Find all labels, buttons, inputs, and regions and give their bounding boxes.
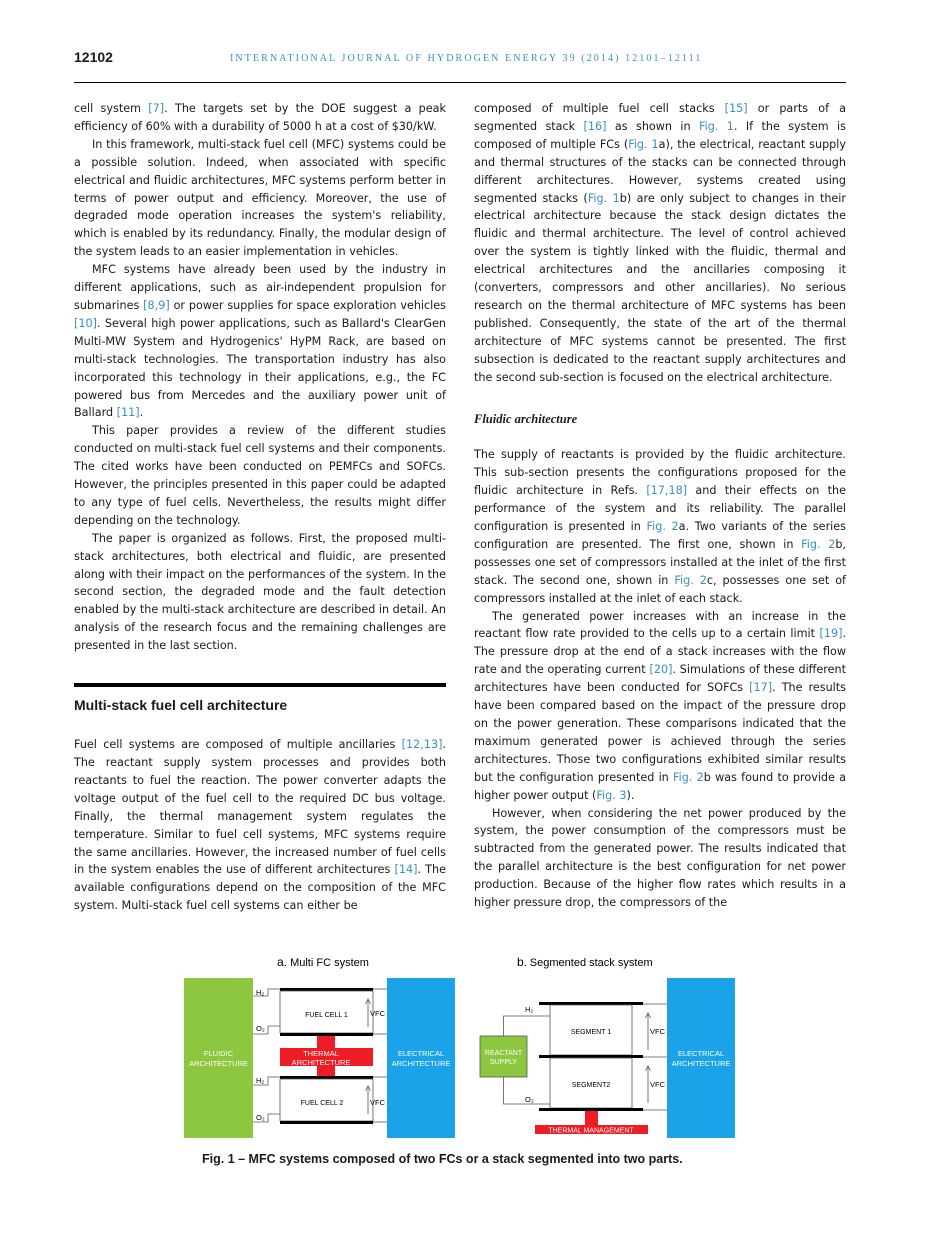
electrode-plate <box>539 1002 643 1005</box>
segment-2-label: SEGMENT2 <box>571 1082 611 1089</box>
citation-link[interactable]: [17,18] <box>646 484 688 498</box>
vfc-label: VFC <box>650 1080 665 1089</box>
figure-b-title: b. Segmented stack system <box>517 955 653 969</box>
citation-link[interactable]: Fig. 2 <box>646 520 679 534</box>
citation-link[interactable]: [15] <box>724 102 748 115</box>
text-run: or parts of a segmented stack <box>474 102 846 133</box>
electrode-plate <box>539 1055 643 1058</box>
o2-label: O₂ <box>525 1095 534 1104</box>
thermal-label: ARCHITECTURE <box>291 1058 351 1067</box>
citation-link[interactable]: [14] <box>394 863 418 877</box>
text-run: MFC systems have already been used by the industry in different applications, such as air-independent propulsion for submarines <box>74 263 446 312</box>
electrode-plate <box>280 988 373 991</box>
citation-link[interactable]: [17] <box>749 681 773 695</box>
reactant-label: REACTANT <box>484 1050 523 1057</box>
citation-link[interactable]: [8,9] <box>143 298 170 312</box>
citation-link[interactable]: Fig. 1 <box>698 119 734 133</box>
citation-link[interactable]: [16] <box>583 119 607 133</box>
text-run: b, possesses one set of compressors installed at the inlet of the first stack. The second one, shown in <box>474 537 846 587</box>
text-run: . <box>139 406 144 420</box>
electrical-architecture-box <box>667 978 735 1138</box>
o2-label: O₂ <box>256 1113 265 1122</box>
reactant-label: SUPPLY <box>489 1059 518 1066</box>
page-header <box>74 46 846 83</box>
citation-link[interactable]: Fig. 2 <box>801 537 836 551</box>
page-number: 12102 <box>74 49 113 65</box>
thermal-link <box>585 1111 598 1125</box>
paragraph: This paper provides a review of the different studies conducted on multi-stack fuel cell systems and their components. The cited works have been conducted on PEMFCs and SOFCs. However, the principles presented in this paper could be adapted to any type of fuel cells. Nevertheless, the results might differ depending on the technology. <box>74 424 446 527</box>
citation-link[interactable]: [11] <box>116 406 140 420</box>
text-run: The supply of reactants is provided by the fluidic architecture. This sub-section presents the configurations proposed for the fluidic architecture in Refs. <box>474 448 846 498</box>
text-run: . Simulations of these different architectures have been conducted for SOFCs <box>474 663 846 695</box>
paragraph <box>474 608 846 805</box>
o2-label: O₂ <box>256 1024 265 1033</box>
text-run: cell system <box>74 102 149 115</box>
paragraph <box>474 446 846 607</box>
citation-link[interactable]: Fig. 2 <box>674 573 707 587</box>
electrical-label: ELECTRICAL <box>677 1049 725 1058</box>
text-run: . The results have been compared based on the impact of the pressure drop on the power generation. These comparisons indicated that the maximum generated power is achieved through the series architectures. Those two configurations exhibited similar results but the configuration presented in <box>474 681 846 784</box>
figure-caption: Fig. 1 – MFC systems composed of two FCs or a stack segmented into two parts. <box>202 1152 683 1166</box>
text-run: b) are only subject to changes in their electrical architecture because the stack design dictates the fluidic and thermal architecture. The level of control achieved over the system is tightly linked with the fluidic, thermal and electrical architectures and the ancillaries composing it (converters, compressors and other ancillaries). No serious research on the thermal architecture of MFC systems has been published. Consequently, the state of the art of the thermal architecture of MFC systems cannot be presented. The first subsection is dedicated to the reactant supply architectures and the second sub-section is focused on the electrical architecture. <box>474 191 847 384</box>
text-run: The generated power increases with an increase in the reactant flow rate provided to the cells up to a certain limit <box>474 609 846 641</box>
paragraph <box>474 100 846 387</box>
electrode-plate <box>280 1076 373 1079</box>
paragraph: The paper is organized as follows. First, the proposed multi-stack architectures, both electrical and fluidic, are presented along with their impact on the performances of the system. In the second section, the degraded mode and the fault detection enabled by the multi-stack architecture are described in detail. An analysis of the research focus and the remaining challenges are presented in the last section. <box>74 531 446 653</box>
text-run: . If the system is composed of multiple FCs ( <box>474 119 846 151</box>
left-column <box>74 100 446 915</box>
vfc-label: VFC <box>370 1009 385 1018</box>
text-run: ). <box>626 788 635 802</box>
text-run: . The pressure drop at the end of a stack increases with the flow rate and the operating current <box>474 627 846 677</box>
fuel-cell-2-label: FUEL CELL 2 <box>300 1100 344 1107</box>
electrode-plate <box>539 1108 643 1111</box>
citation-link[interactable]: Fig. 1 <box>628 137 659 151</box>
electrical-architecture-box <box>387 978 455 1138</box>
h2-label: H₂ <box>525 1005 534 1014</box>
text-run: and their effects on the performance of the system and its reliability. The parallel configuration is presented in <box>474 484 846 534</box>
fluidic-label: ARCHITECTURE <box>189 1059 248 1068</box>
thermal-label: THERMAL <box>303 1049 339 1058</box>
subsection-title: Fluidic architecture <box>474 411 578 426</box>
text-run: . The reactant supply system processes and provides both reactants to fuel the reaction. The power converter adapts the voltage output of the fuel cell to the required DC bus voltage. Finally, the thermal management system regulates the temperature. Similar to fuel cell systems, MFC systems require the same ancillaries. However, the increased number of fuel cells in the system enables the use of different architectures <box>74 738 446 877</box>
text-run: Fuel cell systems are composed of multiple ancillaries <box>74 738 402 752</box>
text-run: or power supplies for space exploration vehicles <box>169 298 447 312</box>
paragraph: In this framework, multi-stack fuel cell (MFC) systems could be a possible solution. Indeed, when associated with specific electrical and fluidic architectures, MFC systems perform better in terms of power output and efficiency. Moreover, the use of degraded mode operation increases the system's reliability, which is enabled by its redundancy. Finally, the modular design of the system leads to an easier implementation in vehicles. <box>74 137 446 259</box>
citation-link[interactable]: Fig. 2 <box>673 770 704 784</box>
fuel-cell-1-label: FUEL CELL 1 <box>305 1012 348 1019</box>
h2-label: H₂ <box>256 1076 265 1085</box>
fluidic-label: FLUIDIC <box>203 1049 234 1058</box>
citation-link[interactable]: [20] <box>649 663 673 677</box>
segment-1-label: SEGMENT 1 <box>570 1029 612 1036</box>
citation-link[interactable]: [7] <box>148 102 165 115</box>
text-run: as shown in <box>606 119 699 133</box>
text-run: c, possesses one set of compressors installed at the inlet of each stack. <box>474 573 846 605</box>
vfc-label: VFC <box>650 1027 665 1036</box>
electrode-plate <box>280 1033 373 1036</box>
text-run: b was found to provide a higher power output ( <box>474 770 846 802</box>
figure-1 <box>180 950 750 1146</box>
right-column <box>474 100 846 912</box>
section-title: Multi-stack fuel cell architecture <box>74 683 446 714</box>
electrical-label: ARCHITECTURE <box>391 1059 451 1068</box>
electrical-label: ELECTRICAL <box>397 1049 445 1058</box>
paragraph: However, when considering the net power produced by the system, the power consumption of the compressors must be subtracted from the generated power. The results indicated that the parallel architecture is the best configuration for net power production. Because of the higher flow rates which results in a higher pressure drop, the compressors of the <box>474 806 846 910</box>
thermal-management-label: THERMAL MANAGEMENT <box>548 1127 634 1135</box>
paragraph <box>74 100 446 136</box>
citation-link[interactable]: Fig. 1 <box>587 191 620 205</box>
paragraph <box>74 736 446 915</box>
h2-label: H₂ <box>256 988 265 997</box>
fluidic-architecture-box <box>184 978 253 1138</box>
vfc-label: VFC <box>370 1098 385 1107</box>
citation-link[interactable]: [10] <box>74 316 97 330</box>
text-run: . Several high power applications, such as Ballard's ClearGen Multi-MW System and Hydrogenics' HyPM Rack, are based on multi-stack technologies. The transportation industry has also incorporated this technology in their applications, e.g., the FC powered bus from Mercedes and the auxiliary power unit of Ballard <box>74 316 446 420</box>
text-run: . The available configurations depend on the composition of the MFC system. Multi-stack fuel cell systems can either be <box>74 863 446 913</box>
citation-link[interactable]: Fig. 3 <box>596 788 627 802</box>
paragraph <box>74 261 446 422</box>
text-run: composed of multiple fuel cell stacks <box>474 102 725 115</box>
journal-title: INTERNATIONAL JOURNAL OF HYDROGEN ENERGY 39 (2014) 12101–12111 <box>230 53 703 64</box>
electrode-plate <box>280 1121 373 1124</box>
text-run: . The targets set by the DOE suggest a peak efficiency of 60% with a durability of 5000 h at a cost of $30/kW. <box>74 102 447 133</box>
citation-link[interactable]: [19] <box>819 627 843 641</box>
text-run: a), the electrical, reactant supply and thermal structures of the stacks can be connected through different architectures. However, systems created using segmented stacks ( <box>474 137 846 205</box>
text-run: a. Two variants of the series configuration are presented. The first one, shown in <box>474 520 846 551</box>
citation-link[interactable]: [12,13] <box>401 738 443 752</box>
figure-a-title: a. Multi FC system <box>277 955 369 969</box>
electrical-label: ARCHITECTURE <box>671 1059 731 1068</box>
